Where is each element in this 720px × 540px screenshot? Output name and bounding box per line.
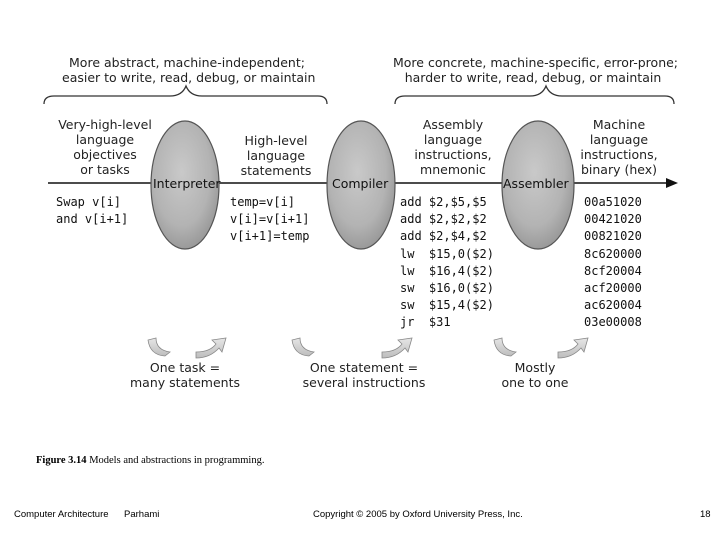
concrete-description xyxy=(393,55,679,85)
curl-arrow-assembler xyxy=(494,338,588,358)
abstract-line-1: More abstract, machine-independent; xyxy=(69,55,305,70)
figure-number: Figure 3.14 xyxy=(36,455,87,466)
ratio-interpreter: One task = many statements xyxy=(130,360,240,390)
footer-page-number: 18 xyxy=(700,509,711,520)
curl-arrow-compiler xyxy=(292,338,412,358)
footer-author: Parhami xyxy=(124,509,160,520)
footer-copyright: Copyright © 2005 by Oxford University Press, Inc. xyxy=(313,509,523,520)
stage-label-machine: Machine language instructions, binary (hex) xyxy=(580,117,658,177)
left-brace xyxy=(44,86,327,104)
curl-arrow-interpreter xyxy=(148,338,226,358)
task-code: Swap v[i] and v[i+1] xyxy=(56,195,129,227)
compiler-label: Compiler xyxy=(332,176,389,191)
concrete-line-1: More concrete, machine-specific, error-prone; xyxy=(393,55,679,70)
stage-label-task: Very-high-level language objectives or tasks xyxy=(58,117,152,177)
footer-course: Computer Architecture xyxy=(14,509,109,520)
assembler-label: Assembler xyxy=(503,176,569,191)
abstract-description xyxy=(62,55,316,85)
flow-arrow-head xyxy=(666,178,678,188)
high-level-code: temp=v[i] v[i]=v[i+1] v[i+1]=temp xyxy=(230,195,310,244)
figure-caption xyxy=(36,455,264,466)
interpreter-label: Interpreter xyxy=(153,176,221,191)
concrete-line-2: harder to write, read, debug, or maintain xyxy=(404,70,662,85)
ratio-compiler: One statement = several instructions xyxy=(302,360,426,390)
ratio-assembler: Mostly one to one xyxy=(501,360,569,390)
stage-label-assembly: Assembly language instructions, mnemonic xyxy=(414,117,492,177)
right-brace xyxy=(395,86,674,104)
assembly-code: add $2,$5,$5 add $2,$2,$2 add $2,$4,$2 lw $15,0($2) lw $16,4($2) sw $16,0($2) sw $15,4($2) jr $31 xyxy=(400,195,494,330)
abstract-line-2: easier to write, read, debug, or maintain xyxy=(62,70,316,85)
stage-label-high-level: High-level language statements xyxy=(240,133,312,178)
machine-code: 00a51020 00421020 00821020 8c620000 8cf20004 acf20000 ac620004 03e00008 xyxy=(584,195,642,330)
figure-caption-text: Models and abstractions in programming. xyxy=(89,455,265,466)
